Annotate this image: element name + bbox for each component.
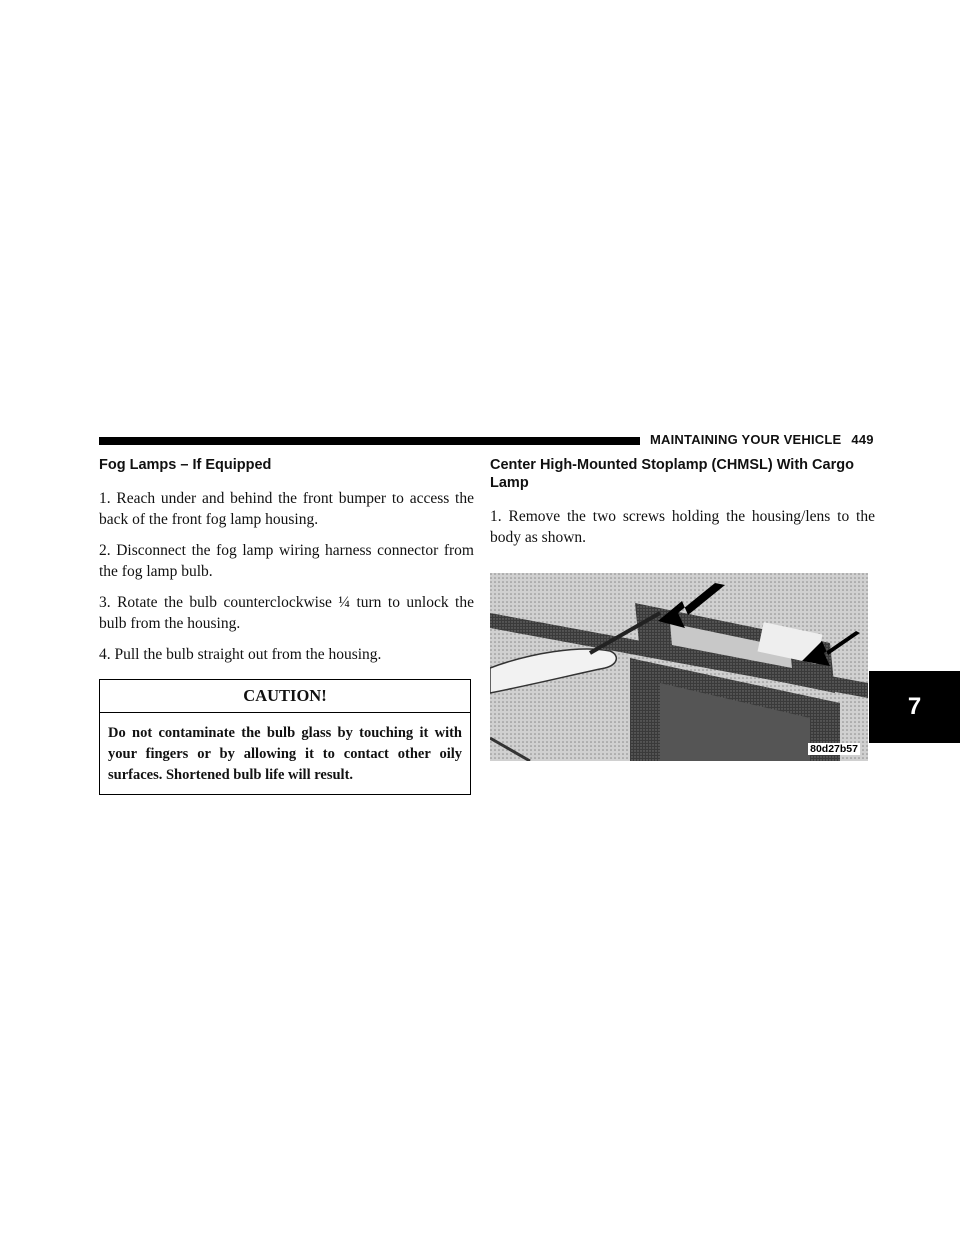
chmsl-step-1: 1. Remove the two screws holding the housing/lens to the body as shown. bbox=[490, 508, 875, 546]
step-4: 4. Pull the bulb straight out from the housing. bbox=[99, 646, 382, 663]
right-column bbox=[490, 456, 875, 558]
left-column bbox=[99, 456, 474, 795]
chmsl-illustration bbox=[490, 573, 868, 761]
step-2: 2. Disconnect the fog lamp wiring harness connector from the fog lamp bulb. bbox=[99, 542, 474, 580]
step-1: 1. Reach under and behind the front bumper to access the back of the front fog lamp housing. bbox=[99, 490, 474, 528]
caution-box bbox=[99, 679, 471, 795]
step-3: 3. Rotate the bulb counterclockwise ¼ turn to unlock the bulb from the housing. bbox=[99, 594, 474, 632]
caution-text: Do not contaminate the bulb glass by touching it with your fingers or by allowing it to contact other oily surfaces. Shortened bulb life will result. bbox=[108, 725, 462, 783]
fog-lamps-heading: Fog Lamps – If Equipped bbox=[99, 457, 272, 473]
caution-title: CAUTION! bbox=[100, 680, 470, 713]
figure-code: 80d27b57 bbox=[810, 743, 858, 755]
stoplamp-drawing bbox=[490, 573, 868, 761]
section-title: MAINTAINING YOUR VEHICLE bbox=[650, 432, 842, 447]
header-rule bbox=[99, 437, 640, 445]
chapter-tab: 7 bbox=[869, 671, 960, 743]
chmsl-heading: Center High-Mounted Stoplamp (CHMSL) With Cargo Lamp bbox=[490, 457, 854, 491]
running-header bbox=[650, 432, 874, 447]
page-number: 449 bbox=[851, 432, 874, 447]
